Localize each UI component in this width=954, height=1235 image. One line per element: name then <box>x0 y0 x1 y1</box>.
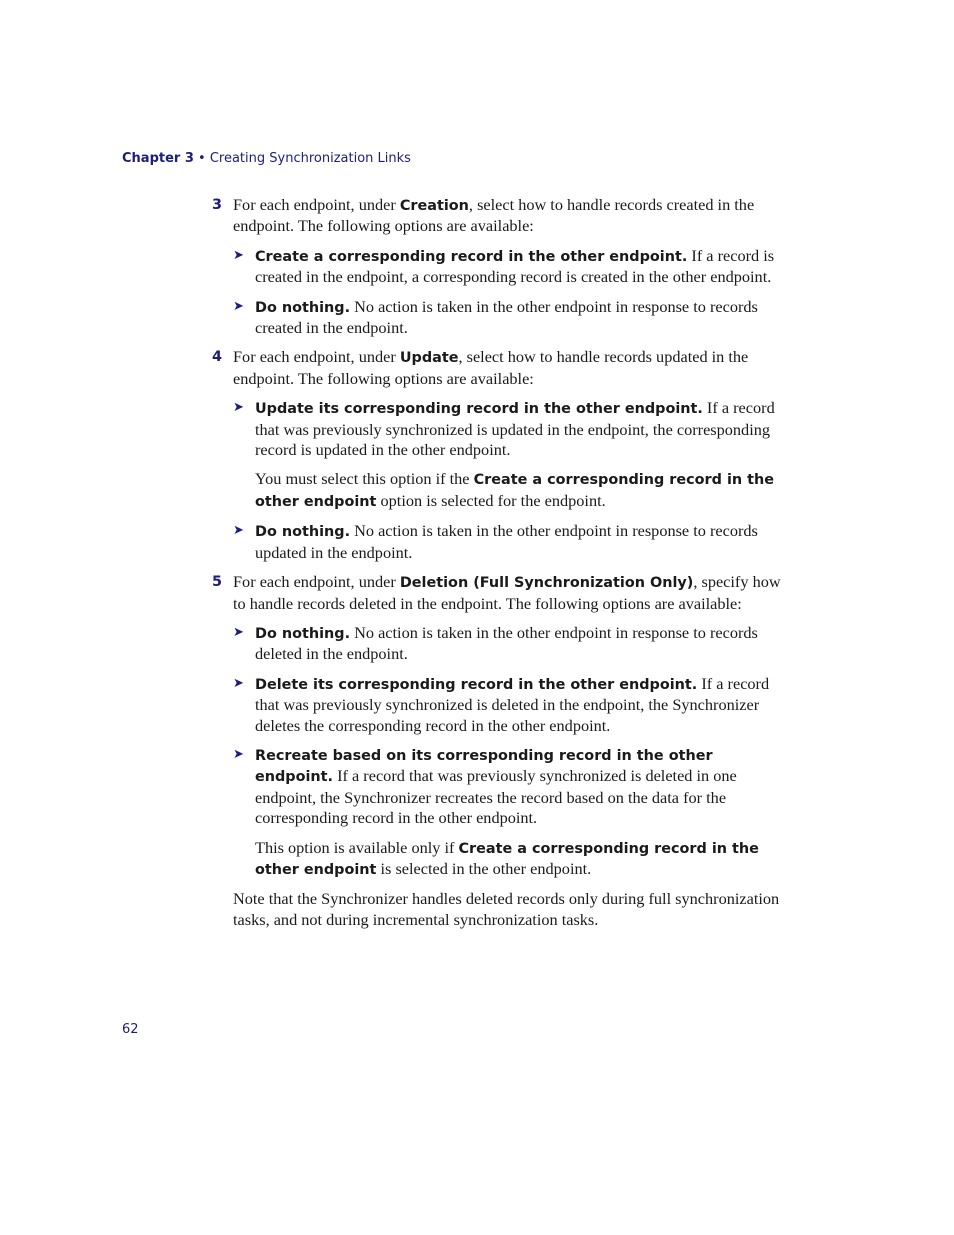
step-number: 4 <box>212 349 223 366</box>
note-text: option is selected for the endpoint. <box>376 490 606 510</box>
running-header <box>122 151 411 166</box>
arrow-bullet-icon: ➤ <box>233 746 244 762</box>
option-item <box>212 674 787 736</box>
option-text: No action is taken in the other endpoint in response to records deleted in the endpoint. <box>255 622 758 664</box>
step-4 <box>212 347 787 389</box>
option-text: If a record that was previously synchronized is deleted in one endpoint, the Synchronizer recreates the record based on the data for the corresponding record in the other endpoint. <box>255 766 737 828</box>
option-text: If a record that was previously synchronized is deleted in the endpoint, the Synchronizer deletes the corresponding record in the other endpoint. <box>255 673 770 735</box>
note-ui-term: Create a corresponding record in the other endpoint <box>255 472 775 510</box>
option-note <box>212 838 787 881</box>
header-chapter: Chapter 3 <box>122 151 194 166</box>
step-number: 5 <box>212 574 223 591</box>
page-content <box>212 195 787 939</box>
option-item <box>212 246 787 288</box>
option-item <box>212 745 787 829</box>
option-title: Recreate based on its corresponding record in the other endpoint. <box>255 747 713 786</box>
header-title: Creating Synchronization Links <box>209 151 411 166</box>
note-text: You must select this option if the <box>255 469 474 489</box>
option-item <box>212 297 787 339</box>
option-text: If a record that was previously synchronized is updated in the endpoint, the corresponding record is updated in the other endpoint. <box>255 398 775 460</box>
step-text: For each endpoint, under <box>233 195 400 214</box>
step-text: For each endpoint, under <box>233 347 400 367</box>
option-title: Update its corresponding record in the other endpoint. <box>255 401 703 418</box>
option-item <box>212 623 787 665</box>
arrow-bullet-icon: ➤ <box>233 298 244 314</box>
option-note <box>212 469 787 512</box>
option-title: Create a corresponding record in the other endpoint. <box>255 248 688 265</box>
option-text: No action is taken in the other endpoint in response to records updated in the endpoint. <box>255 521 758 562</box>
option-text: If a record is created in the endpoint, a corresponding record is created in the other endpoint. <box>255 245 775 287</box>
step-ui-term: Update <box>399 350 459 367</box>
step-text: , select how to handle records created in the endpoint. The following options are available: <box>233 195 755 236</box>
page-number: 62 <box>122 1022 139 1037</box>
note-ui-term: Create a corresponding record in the other endpoint <box>255 840 759 878</box>
step-3 <box>212 195 787 237</box>
arrow-bullet-icon: ➤ <box>233 400 244 416</box>
arrow-bullet-icon: ➤ <box>233 624 244 640</box>
step-ui-term: Deletion (Full Synchronization Only) <box>399 575 694 592</box>
option-title: Do nothing. <box>255 524 351 541</box>
note-text: This option is available only if <box>255 837 459 857</box>
option-item <box>212 398 787 460</box>
arrow-bullet-icon: ➤ <box>233 247 244 263</box>
option-title: Do nothing. <box>255 625 351 642</box>
closing-note: Note that the Synchronizer handles deleted records only during full synchronization tasks, and not during incremental synchronization tasks. <box>233 889 780 929</box>
step-number: 3 <box>212 197 223 213</box>
step-ui-term: Creation <box>399 198 469 214</box>
option-item <box>212 521 787 563</box>
arrow-bullet-icon: ➤ <box>233 675 244 691</box>
option-title: Delete its corresponding record in the other endpoint. <box>255 676 698 693</box>
step-5 <box>212 572 787 614</box>
step-text: For each endpoint, under <box>233 572 400 592</box>
header-separator: • <box>193 151 210 166</box>
step-text: , specify how to handle records deleted in the endpoint. The following options are available: <box>233 572 781 613</box>
step-text: , select how to handle records updated in the endpoint. The following options are available: <box>233 347 749 388</box>
option-text: No action is taken in the other endpoint in response to records created in the endpoint. <box>255 296 758 338</box>
option-title: Do nothing. <box>255 299 351 316</box>
note-text: is selected in the other endpoint. <box>376 858 592 878</box>
arrow-bullet-icon: ➤ <box>233 523 244 539</box>
